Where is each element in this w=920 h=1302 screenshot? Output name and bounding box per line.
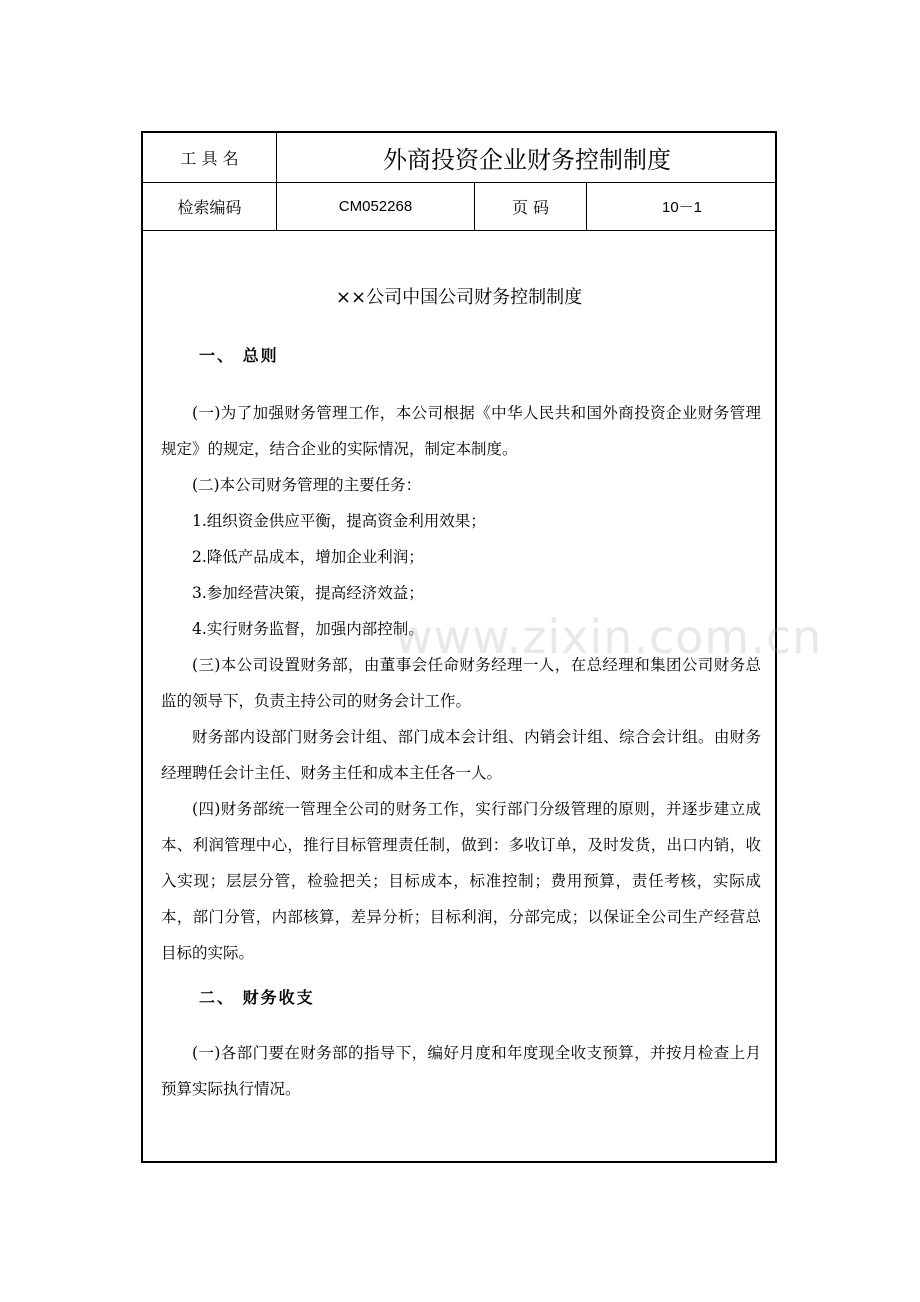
code-label: 检索编码 — [177, 198, 242, 217]
section-1-heading: 一、 总则 — [199, 346, 279, 365]
tool-name: 外商投资企业财务控制制度 — [383, 146, 671, 174]
paragraph: 财务部内设部门财务会计组、部门成本会计组、内销会计组、综合会计组。由财务经理聘任会计主任、财务主任和成本主任各一人。 — [161, 728, 761, 782]
paragraph: 3.参加经营决策，提高经济效益； — [192, 584, 424, 602]
paragraph: (一)各部门要在财务部的指导下，编好月度和年度现全收支预算，并按月检查上月预算实际执行情况。 — [161, 1044, 761, 1098]
watermark: www.zixin.com.cn — [395, 610, 823, 664]
document-title: ××公司中国公司财务控制制度 — [335, 287, 583, 308]
paragraph: (四)财务部统一管理全公司的财务工作，实行部门分级管理的原则，并逐步建立成本、利润管理中心，推行目标管理责任制，做到：多收订单，及时发货，出口内销，收入实现；层层分管，检验把关；目标成本，标准控制；费用预算，责任考核，实际成本，部门分管，内部核算，差异分析；目标利润，分部完成；以保证全公司生产经营总目标的实际。 — [161, 800, 761, 962]
page-label: 页 码 — [511, 198, 550, 217]
tool-label: 工 具 名 — [180, 149, 239, 168]
tool-label-cell — [143, 133, 277, 182]
code-label-cell — [143, 183, 277, 230]
paragraph: (二)本公司财务管理的主要任务： — [192, 476, 422, 494]
code-value: CM052268 — [338, 198, 413, 215]
paragraph: (一)为了加强财务管理工作，本公司根据《中华人民共和国外商投资企业财务管理规定》的规定，结合企业的实际情况，制定本制度。 — [161, 404, 761, 458]
code-value-cell — [277, 183, 475, 230]
page-value-cell — [587, 183, 777, 230]
header-row-tool — [143, 133, 775, 183]
section-2-body — [161, 1035, 761, 1107]
paragraph: 1.组织资金供应平衡，提高资金利用效果； — [192, 512, 486, 530]
tool-name-cell — [277, 133, 777, 182]
document-frame — [141, 131, 777, 1163]
section-1-body — [161, 395, 761, 971]
paragraph: 4.实行财务监督，加强内部控制。 — [192, 620, 424, 638]
header-row-code — [143, 183, 775, 231]
paragraph: (三)本公司设置财务部，由董事会任命财务经理一人，在总经理和集团公司财务总监的领导下，负责主持公司的财务会计工作。 — [161, 656, 761, 710]
page-value: 10－1 — [661, 199, 703, 216]
paragraph: 2.降低产品成本，增加企业利润； — [192, 548, 424, 566]
page-label-cell — [475, 183, 587, 230]
section-2-heading: 二、 财务收支 — [199, 988, 315, 1007]
